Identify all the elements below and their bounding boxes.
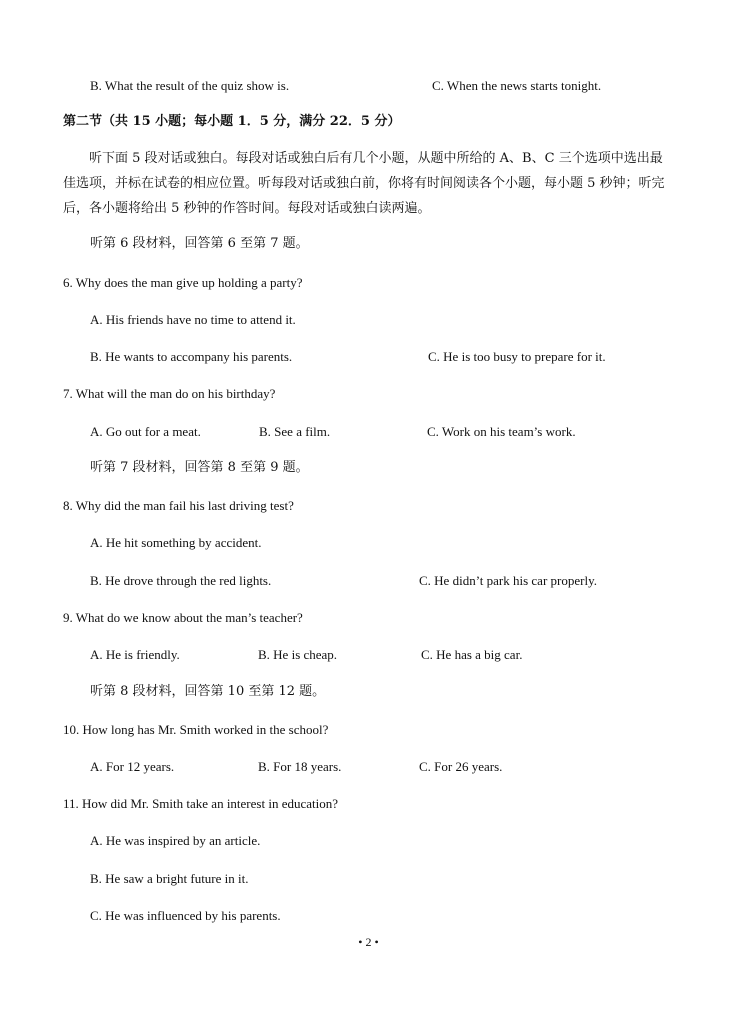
question-6-option-b: B. He wants to accompany his parents. <box>90 349 293 364</box>
question-7: 7. What will the man do on his birthday? <box>63 386 276 401</box>
question-6-option-c: C. He is too busy to prepare for it. <box>428 349 606 364</box>
instructions-paragraph: 听下面 5 段对话或独白。每段对话或独白后有几个小题，从题中所给的 A、B、C 三个选项中选出最佳选项，并标在试卷的相应位置。听每段对话或独白前，你将有时间阅读各个小题，每小题 5 秒钟；听完后，各小题将给出 5 秒钟的作答时间。每段对话或独白读两遍。 <box>63 151 665 216</box>
option-b: B. What the result of the quiz show is. <box>90 78 290 93</box>
question-10-option-a: A. For 12 years. <box>90 759 175 774</box>
question-11: 11. How did Mr. Smith take an interest in education? <box>63 796 338 811</box>
question-7-option-c: C. Work on his team’s work. <box>427 424 576 439</box>
page-number: • 2 • <box>358 935 379 949</box>
question-10-option-c: C. For 26 years. <box>419 759 503 774</box>
question-11-option-a: A. He was inspired by an article. <box>90 833 261 848</box>
question-6-option-a: A. His friends have no time to attend it. <box>90 312 296 327</box>
question-10-option-b: B. For 18 years. <box>258 759 342 774</box>
material-instruction-6: 听第 6 段材料，回答第 6 至第 7 题。 <box>90 236 309 251</box>
question-8: 8. Why did the man fail his last driving test? <box>63 498 294 513</box>
question-11-option-b: B. He saw a bright future in it. <box>90 871 249 886</box>
question-9: 9. What do we know about the man’s teacher? <box>63 610 303 625</box>
question-11-option-c: C. He was influenced by his parents. <box>90 908 281 923</box>
option-c: C. When the news starts tonight. <box>432 78 602 93</box>
question-8-option-c: C. He didn’t park his car properly. <box>419 573 597 588</box>
question-8-option-a: A. He hit something by accident. <box>90 535 262 550</box>
section-heading: 第二节（共 15 小题；每小题 1．5 分，满分 22．5 分） <box>63 114 401 129</box>
question-10: 10. How long has Mr. Smith worked in the school? <box>63 722 329 737</box>
material-instruction-7: 听第 7 段材料，回答第 8 至第 9 题。 <box>90 460 309 475</box>
question-9-option-a: A. He is friendly. <box>90 647 180 662</box>
question-6: 6. Why does the man give up holding a party? <box>63 275 303 290</box>
question-7-option-a: A. Go out for a meat. <box>90 424 201 439</box>
question-7-option-b: B. See a film. <box>259 424 331 439</box>
material-instruction-8: 听第 8 段材料，回答第 10 至第 12 题。 <box>90 684 326 699</box>
question-9-option-b: B. He is cheap. <box>258 647 338 662</box>
question-8-option-b: B. He drove through the red lights. <box>90 573 272 588</box>
question-9-option-c: C. He has a big car. <box>421 647 523 662</box>
